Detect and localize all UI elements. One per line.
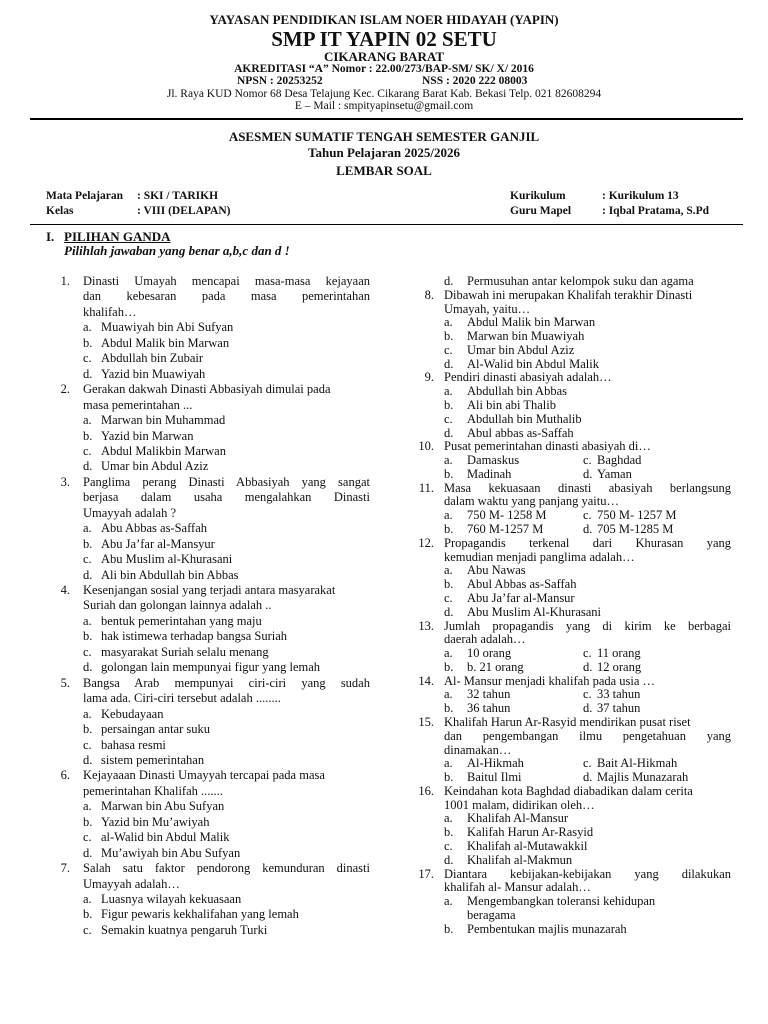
question-text: Khalifah Harun Ar-Rasyid mendirikan pusat riset — [444, 714, 691, 729]
option-text: masyarakat Suriah selalu menang — [101, 644, 269, 659]
option-text: Abdullah bin Muthalib — [467, 411, 582, 426]
question-number: 1. — [60, 274, 70, 288]
option-letter: b. — [444, 466, 454, 481]
question-text: 1001 malam, didirikan oleh… — [444, 797, 595, 812]
question-number: 12. — [418, 535, 434, 550]
option-text: Baghdad — [597, 453, 642, 468]
option-text: bahasa resmi — [101, 737, 166, 752]
question-number: 16. — [418, 783, 434, 798]
option-text: 760 M-1257 M — [467, 522, 544, 537]
option-text: Abdullah bin Abbas — [467, 384, 567, 399]
option-text: 33 tahun — [597, 687, 641, 702]
npsn: NPSN : 20253252 — [237, 75, 323, 87]
option-text: Yaman — [597, 466, 632, 481]
option-letter: d. — [83, 567, 93, 582]
option-text: beragama — [467, 907, 516, 922]
question-text: Pendiri dinasti abasiyah adalah… — [444, 370, 612, 385]
subject-value: : SKI / TARIKH — [137, 190, 219, 202]
option-text: Kalifah Harun Ar-Rasyid — [467, 825, 594, 840]
option-letter: a. — [444, 563, 453, 578]
option-letter: d. — [583, 659, 593, 674]
question-text: Salah satu faktor pendorong kemunduran dinasti — [83, 861, 370, 876]
class-label: Kelas — [46, 205, 74, 217]
option-text: Baitul Ilmi — [467, 770, 522, 785]
option-letter: d. — [83, 366, 93, 381]
option-letter: c. — [83, 552, 92, 567]
option-letter: b. — [83, 428, 93, 443]
option-text: 37 tahun — [597, 701, 641, 716]
option-text: Abdul Malik bin Marwan — [101, 335, 230, 350]
option-letter: d. — [583, 701, 593, 716]
option-text: Madinah — [467, 466, 512, 481]
option-text: al-Walid bin Abdul Malik — [101, 830, 230, 845]
option-text: Semakin kuatnya pengaruh Turki — [101, 922, 268, 937]
question-text: Umayyah adalah… — [83, 876, 180, 891]
question-text: Kejayaaan Dinasti Umayyah tercapai pada masa — [83, 768, 325, 783]
option-text: 10 orang — [467, 646, 512, 661]
option-text: Abu Abbas as-Saffah — [101, 521, 207, 536]
section-instruction: Pilihlah jawaban yang benar a,b,c dan d ! — [64, 243, 290, 258]
question-text: berjasa dalam usaha mengalahkan Dinasti — [83, 490, 370, 505]
option-text: persaingan antar suku — [101, 722, 210, 737]
question-text: Al- Mansur menjadi khalifah pada usia … — [444, 673, 656, 688]
option-letter: b. — [444, 522, 454, 537]
question-text: Bangsa Arab mempunyai ciri-ciri yang sudah — [83, 675, 370, 690]
section-title: PILIHAN GANDA — [64, 229, 171, 244]
option-letter: c. — [583, 756, 592, 771]
accreditation: AKREDITASI “A” Nomor : 22.00/273/BAP-SM/ SK/ X/ 2016 — [234, 63, 534, 75]
option-text: Figur pewaris kekhalifahan yang lemah — [101, 907, 299, 922]
foundation-name: YAYASAN PENDIDIKAN ISLAM NOER HIDAYAH (YAPIN) — [209, 12, 559, 27]
info-divider — [30, 224, 743, 225]
option-letter: a. — [444, 894, 453, 909]
curriculum-label: Kurikulum — [510, 190, 566, 202]
option-letter: a. — [83, 892, 92, 906]
option-text: Abu Muslim Al-Khurasani — [467, 604, 602, 619]
question-number: 4. — [60, 583, 70, 597]
option-text: 12 orang — [597, 659, 642, 674]
option-letter: a. — [83, 799, 92, 814]
question-text: Diantara kebijakan-kebijakan yang dilakukan — [444, 866, 731, 881]
option-letter: b. — [83, 722, 93, 737]
question-number: 3. — [60, 474, 70, 489]
question-number: 17. — [418, 866, 434, 881]
option-letter: a. — [444, 811, 453, 826]
question-text: Kesenjangan sosial yang terjadi antara masyarakat — [83, 583, 336, 597]
option-letter: d. — [444, 356, 454, 371]
option-text: b. 21 orang — [467, 659, 524, 674]
question-text: kemudian menjadi panglima adalah… — [444, 549, 635, 564]
option-text: Abdul Malik bin Marwan — [467, 315, 596, 330]
option-text: 11 orang — [597, 646, 641, 661]
option-letter: d. — [583, 466, 593, 481]
question-number: 13. — [418, 618, 434, 633]
option-letter: b. — [444, 825, 454, 840]
option-letter: c. — [444, 342, 453, 357]
option-text: Abul abbas as-Saffah — [467, 425, 574, 440]
option-text: Yazid bin Muawiyah — [101, 366, 206, 381]
option-text: 705 M-1285 M — [597, 522, 674, 537]
subject-label: Mata Pelajaran — [46, 190, 123, 202]
section-number: I. — [46, 229, 55, 244]
option-text: Umar bin Abdul Aziz — [467, 342, 575, 357]
question-text: Gerakan dakwah Dinasti Abbasiyah dimulai pada — [83, 382, 331, 397]
option-text: Abdul Malikbin Marwan — [101, 443, 226, 458]
option-letter: d. — [444, 425, 454, 440]
option-text: Yazid bin Marwan — [101, 428, 194, 443]
option-letter: d. — [83, 845, 93, 860]
option-text: 32 tahun — [467, 687, 511, 702]
question-text: khalifah al- Mansur adalah… — [444, 880, 591, 895]
option-text: Al-Walid bin Abdul Malik — [467, 356, 599, 371]
option-letter: a. — [83, 706, 92, 721]
option-letter: d. — [444, 274, 454, 288]
question-number: 7. — [60, 861, 70, 876]
question-number: 9. — [424, 370, 434, 385]
option-letter: d. — [444, 604, 454, 619]
question-text: dinamakan… — [444, 742, 512, 757]
question-text: Dinasti Umayah mencapai masa-masa kejayaan — [83, 274, 370, 288]
option-letter: a. — [444, 384, 453, 399]
option-letter: a. — [83, 613, 92, 628]
question-text: Jumlah propagandis yang di kirim ke berbagai — [444, 618, 731, 633]
question-text: dan kebesaran pada masa pemerintahan — [83, 289, 370, 304]
option-letter: a. — [83, 521, 92, 536]
exam-title: ASESMEN SUMATIF TENGAH SEMESTER GANJIL — [228, 129, 540, 144]
option-letter: a. — [444, 646, 453, 661]
option-letter: b. — [83, 536, 93, 551]
option-text: Pembentukan majlis munazarah — [467, 921, 627, 936]
option-letter: d. — [83, 660, 93, 675]
option-letter: a. — [444, 687, 453, 702]
option-text: Abu Muslim al-Khurasani — [101, 552, 233, 567]
option-letter: d. — [583, 770, 593, 785]
option-text: Ali bin abi Thalib — [467, 398, 556, 413]
option-text: Abu Ja’far al-Mansur — [467, 590, 575, 605]
school-name: SMP IT YAPIN 02 SETU — [271, 27, 497, 51]
option-letter: c. — [83, 737, 92, 752]
option-text: 36 tahun — [467, 701, 511, 716]
option-text: Al-Hikmah — [467, 756, 524, 771]
option-letter: d. — [583, 522, 593, 537]
option-letter: b. — [444, 701, 454, 716]
option-letter: b. — [444, 398, 454, 413]
option-letter: a. — [444, 453, 453, 468]
option-text: Marwan bin Muawiyah — [467, 329, 585, 344]
question-text: khalifah… — [83, 304, 137, 319]
option-letter: b. — [444, 329, 454, 344]
option-text: Damaskus — [467, 453, 520, 468]
question-text: Panglima perang Dinasti Abbasiyah yang sangat — [83, 474, 370, 489]
option-letter: a. — [444, 756, 453, 771]
option-letter: c. — [444, 838, 453, 853]
exam-year: Tahun Pelajaran 2025/2026 — [308, 145, 460, 160]
question-text: Keindahan kota Baghdad diabadikan dalam cerita — [444, 783, 693, 798]
class-value: : VIII (DELAPAN) — [137, 205, 231, 217]
option-letter: d. — [83, 459, 93, 474]
option-letter: a. — [83, 413, 92, 428]
school-address: Jl. Raya KUD Nomor 68 Desa Telajung Kec. Cikarang Barat Kab. Bekasi Telp. 021 82608294 — [166, 88, 602, 100]
option-letter: c. — [83, 443, 92, 458]
option-text: Abul Abbas as-Saffah — [467, 577, 577, 592]
option-text: Abu Nawas — [467, 563, 526, 578]
curriculum-value: : Kurikulum 13 — [602, 190, 679, 202]
question-number: 2. — [60, 382, 70, 397]
option-text: sistem pemerintahan — [101, 752, 205, 767]
question-text: masa pemerintahan ... — [83, 397, 193, 412]
question-text: lama ada. Ciri-ciri tersebut adalah ........ — [83, 691, 281, 706]
teacher-value: : Iqbal Pratama, S.Pd — [602, 205, 710, 217]
question-text: Umayah, yaitu… — [444, 301, 531, 316]
question-text: pemerintahan Khalifah ....... — [83, 783, 223, 798]
header-divider — [30, 118, 743, 120]
option-text: Umar bin Abdul Aziz — [101, 459, 209, 474]
option-text: Khalifah al-Mutawakkil — [467, 838, 588, 853]
nss: NSS : 2020 222 08003 — [422, 75, 528, 87]
option-text: 750 M- 1258 M — [467, 508, 547, 523]
option-letter: c. — [83, 922, 92, 937]
option-text: Mengembangkan toleransi kehidupan — [467, 894, 656, 909]
option-text: Marwan bin Muhammad — [101, 413, 226, 428]
option-letter: b. — [444, 770, 454, 785]
teacher-label: Guru Mapel — [510, 205, 572, 217]
question-text: Umayyah adalah ? — [83, 505, 177, 520]
option-letter: a. — [83, 320, 92, 335]
option-letter: d. — [83, 752, 93, 767]
option-text: Mu’awiyah bin Abu Sufyan — [101, 845, 241, 860]
option-text: Muawiyah bin Abi Sufyan — [101, 320, 234, 335]
option-text: golongan lain mempunyai figur yang lemah — [101, 660, 321, 675]
option-text: Bait Al-Hikmah — [597, 756, 678, 771]
option-letter: c. — [83, 830, 92, 845]
option-letter: c. — [583, 646, 592, 661]
option-letter: c. — [583, 508, 592, 523]
option-letter: b. — [83, 335, 93, 350]
option-letter: a. — [444, 315, 453, 330]
option-letter: c. — [83, 351, 92, 366]
question-number: 15. — [418, 714, 434, 729]
option-text: 750 M- 1257 M — [597, 508, 677, 523]
option-text: Khalifah al-Makmun — [467, 852, 573, 867]
option-letter: b. — [444, 577, 454, 592]
option-text: Abdullah bin Zubair — [101, 351, 204, 366]
option-letter: c. — [83, 644, 92, 659]
option-text: Permusuhan antar kelompok suku dan agama — [467, 274, 694, 288]
option-letter: b. — [83, 814, 93, 829]
question-text: Propagandis terkenal dari Khurasan yang — [444, 535, 731, 550]
question-number: 11. — [418, 480, 434, 495]
option-text: Marwan bin Abu Sufyan — [101, 799, 225, 814]
question-text: Dibawah ini merupakan Khalifah terakhir Dinasti — [444, 287, 693, 302]
option-text: Majlis Munazarah — [597, 770, 689, 785]
question-number: 6. — [60, 768, 70, 783]
option-text: Kebudayaan — [101, 706, 164, 721]
option-letter: b. — [83, 629, 93, 644]
option-text: Khalifah Al-Mansur — [467, 811, 569, 826]
option-letter: c. — [444, 590, 453, 605]
option-text: bentuk pemerintahan yang maju — [101, 613, 262, 628]
option-text: Ali bin Abdullah bin Abbas — [101, 567, 239, 582]
question-text: dan pengembangan ilmu pengetahuan yang — [444, 728, 731, 743]
question-text: Pusat pemerintahan dinasti abasiyah di… — [444, 439, 651, 454]
question-number: 10. — [418, 439, 434, 454]
question-text: dalam waktu yang panjang yaitu… — [444, 494, 619, 509]
question-number: 8. — [424, 287, 434, 302]
option-text: Abu Ja’far al-Mansyur — [101, 536, 215, 551]
option-letter: b. — [444, 921, 454, 936]
question-text: daerah adalah… — [444, 632, 526, 647]
option-letter: b. — [83, 907, 93, 922]
question-number: 5. — [60, 675, 70, 690]
question-number: 14. — [418, 673, 434, 688]
option-letter: c. — [583, 453, 592, 468]
question-text: Masa kekuasaan dinasti abasiyah berlangsung — [444, 480, 731, 495]
option-text: Yazid bin Mu’awiyah — [101, 814, 210, 829]
option-letter: a. — [444, 508, 453, 523]
option-letter: c. — [583, 687, 592, 702]
option-letter: b. — [444, 659, 454, 674]
exam-sheet: LEMBAR SOAL — [336, 163, 432, 178]
option-text: hak istimewa terhadap bangsa Suriah — [101, 629, 288, 644]
question-text: Suriah dan golongan lainnya adalah .. — [83, 598, 272, 613]
option-letter: c. — [444, 411, 453, 426]
option-letter: d. — [444, 852, 454, 867]
option-text: Luasnya wilayah kekuasaan — [101, 892, 242, 906]
school-email: E – Mail : smpityapinsetu@gmail.com — [294, 100, 474, 112]
school-district: CIKARANG BARAT — [323, 49, 444, 64]
